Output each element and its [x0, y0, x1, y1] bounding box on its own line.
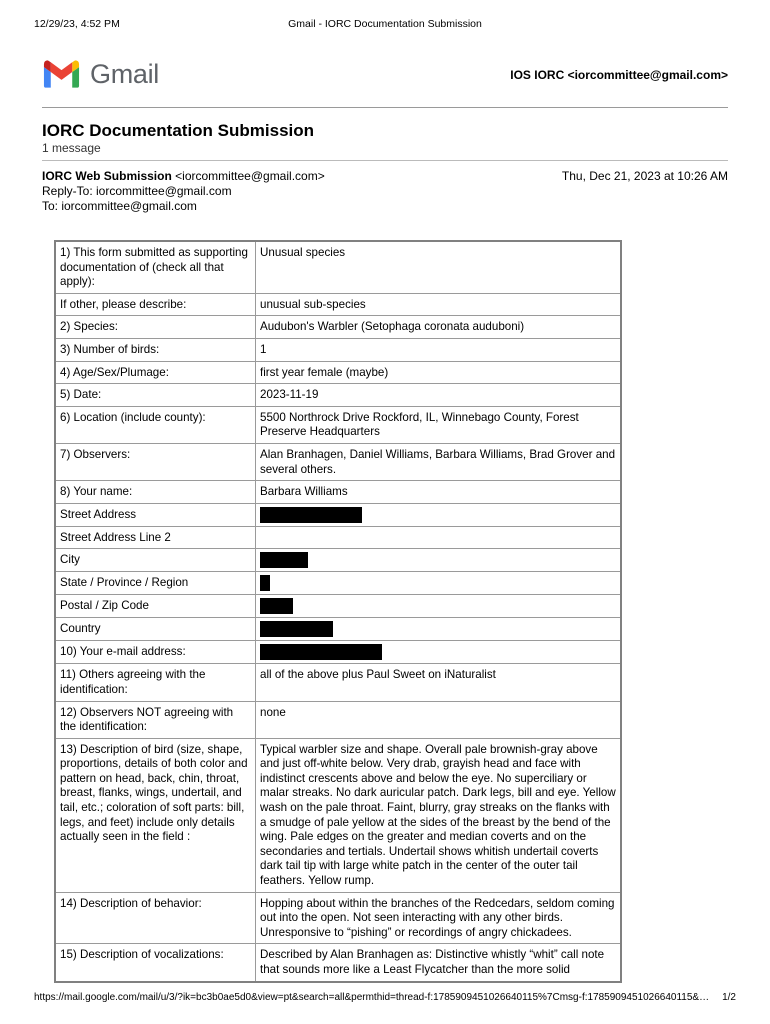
form-question: 13) Description of bird (size, shape, proportions, details of both color and pattern on head, back, chin, throat, breast, flanks, wings, undertail, and tail, etc.; coloration of soft parts: bill, legs, and feet) include only details actually seen in the field :: [55, 738, 256, 892]
form-row: [55, 892, 621, 944]
form-row: [55, 618, 621, 641]
form-answer: [256, 618, 622, 641]
form-question: 14) Description of behavior:: [55, 892, 256, 944]
print-footer: [34, 992, 736, 1004]
message-date: Thu, Dec 21, 2023 at 10:26 AM: [561, 169, 728, 183]
form-answer: 5500 Northrock Drive Rockford, IL, Winnebago County, Forest Preserve Headquarters: [256, 406, 622, 443]
form-question: 6) Location (include county):: [55, 406, 256, 443]
form-question: Postal / Zip Code: [55, 595, 256, 618]
redaction-block: [260, 507, 362, 523]
form-row: [55, 641, 621, 664]
submission-form-table: [54, 240, 622, 983]
form-answer: [256, 595, 622, 618]
redaction-block: [260, 644, 382, 660]
redaction-block: [260, 552, 308, 568]
print-header: [34, 18, 736, 32]
form-row: [55, 293, 621, 316]
form-answer: all of the above plus Paul Sweet on iNaturalist: [256, 664, 622, 701]
form-answer: none: [256, 701, 622, 738]
message-count: 1 message: [42, 141, 101, 155]
form-row: [55, 384, 621, 407]
form-answer: Hopping about within the branches of the Redcedars, seldom coming out into the open. Not seen interacting with any other birds. Unresponsive to “pishing” or recordings of angry chickadees.: [256, 892, 622, 944]
form-answer: 2023-11-19: [256, 384, 622, 407]
redaction-block: [260, 598, 293, 614]
form-question: 12) Observers NOT agreeing with the identification:: [55, 701, 256, 738]
form-row: [55, 944, 621, 982]
form-question: 5) Date:: [55, 384, 256, 407]
form-question: 8) Your name:: [55, 481, 256, 504]
form-question: 2) Species:: [55, 316, 256, 339]
form-row: [55, 361, 621, 384]
form-row: [55, 572, 621, 595]
form-question: 11) Others agreeing with the identification:: [55, 664, 256, 701]
gmail-wordmark: Gmail: [90, 58, 160, 89]
form-question: 4) Age/Sex/Plumage:: [55, 361, 256, 384]
form-question: 15) Description of vocalizations:: [55, 944, 256, 982]
print-title: Gmail - IORC Documentation Submission: [288, 18, 482, 30]
to-line: To: iorcommittee@gmail.com: [42, 199, 197, 213]
form-question: 1) This form submitted as supporting documentation of (check all that apply):: [55, 241, 256, 293]
print-timestamp: 12/29/23, 4:52 PM: [34, 18, 120, 30]
form-answer: [256, 549, 622, 572]
thread-divider: [42, 160, 728, 161]
form-row: [55, 664, 621, 701]
sender-name: IORC Web Submission: [42, 169, 172, 183]
redaction-block: [260, 575, 270, 591]
page-number: 1/2: [722, 992, 736, 1003]
form-answer: Audubon's Warbler (Setophaga coronata auduboni): [256, 316, 622, 339]
form-answer: [256, 503, 622, 526]
form-row: [55, 738, 621, 892]
form-row: [55, 595, 621, 618]
form-question: Street Address: [55, 503, 256, 526]
reply-to: Reply-To: iorcommittee@gmail.com: [42, 184, 232, 198]
sender-line: [42, 169, 325, 184]
form-question: City: [55, 549, 256, 572]
print-url: https://mail.google.com/mail/u/3/?ik=bc3b0ae5d0&view=pt&search=all&permthid=thread-f:1785909451026640115%7Cmsg-f:1785909451026640115&…: [34, 992, 710, 1003]
form-answer: unusual sub-species: [256, 293, 622, 316]
sender-email: <iorcommittee@gmail.com>: [175, 169, 325, 183]
form-answer: 1: [256, 338, 622, 361]
form-question: Street Address Line 2: [55, 526, 256, 549]
gmail-logo-icon: [42, 59, 81, 89]
form-row: [55, 481, 621, 504]
form-question: State / Province / Region: [55, 572, 256, 595]
form-question: 7) Observers:: [55, 443, 256, 480]
form-row: [55, 406, 621, 443]
form-answer: Barbara Williams: [256, 481, 622, 504]
form-row: [55, 316, 621, 339]
form-answer: Described by Alan Branhagen as: Distinctive whistly “whit” call note that sounds more like a Least Flycatcher than the more solid: [256, 944, 622, 982]
form-answer: [256, 641, 622, 664]
form-answer: [256, 526, 622, 549]
form-question: 3) Number of birds:: [55, 338, 256, 361]
form-answer: first year female (maybe): [256, 361, 622, 384]
form-row: [55, 549, 621, 572]
form-row: [55, 241, 621, 293]
header-divider: [42, 107, 728, 108]
form-question: Country: [55, 618, 256, 641]
form-answer: [256, 572, 622, 595]
form-row: [55, 526, 621, 549]
form-question: If other, please describe:: [55, 293, 256, 316]
form-row: [55, 443, 621, 480]
form-answer: Typical warbler size and shape. Overall pale brownish-gray above and just off-white below. Very drab, grayish head and face with indistinct crescents above and below the eye. No superciliary or malar streaks. No dark auricular patch. Dark legs, bill and eye. Yellow wash on the pale throat. Faint, blurry, gray streaks on the flanks with a smudge of pale yellow at the sides of the breast by the bend of the wing. Pale edges on the greater and median coverts and on the secondaries and tertials. Undertail shows whitish undertail coverts dark tail tip with large white patch in the center of the outer tail feathers. Yellow rump.: [256, 738, 622, 892]
form-row: [55, 503, 621, 526]
form-answer: Unusual species: [256, 241, 622, 293]
form-answer: Alan Branhagen, Daniel Williams, Barbara Williams, Brad Grover and several others.: [256, 443, 622, 480]
form-row: [55, 338, 621, 361]
thread-subject: IORC Documentation Submission: [42, 121, 315, 140]
message-meta: [42, 169, 325, 214]
account-label: IOS IORC <iorcommittee@gmail.com>: [510, 68, 728, 82]
form-row: [55, 701, 621, 738]
redaction-block: [260, 621, 333, 637]
form-question: 10) Your e-mail address:: [55, 641, 256, 664]
gmail-logo[interactable]: [42, 58, 159, 90]
